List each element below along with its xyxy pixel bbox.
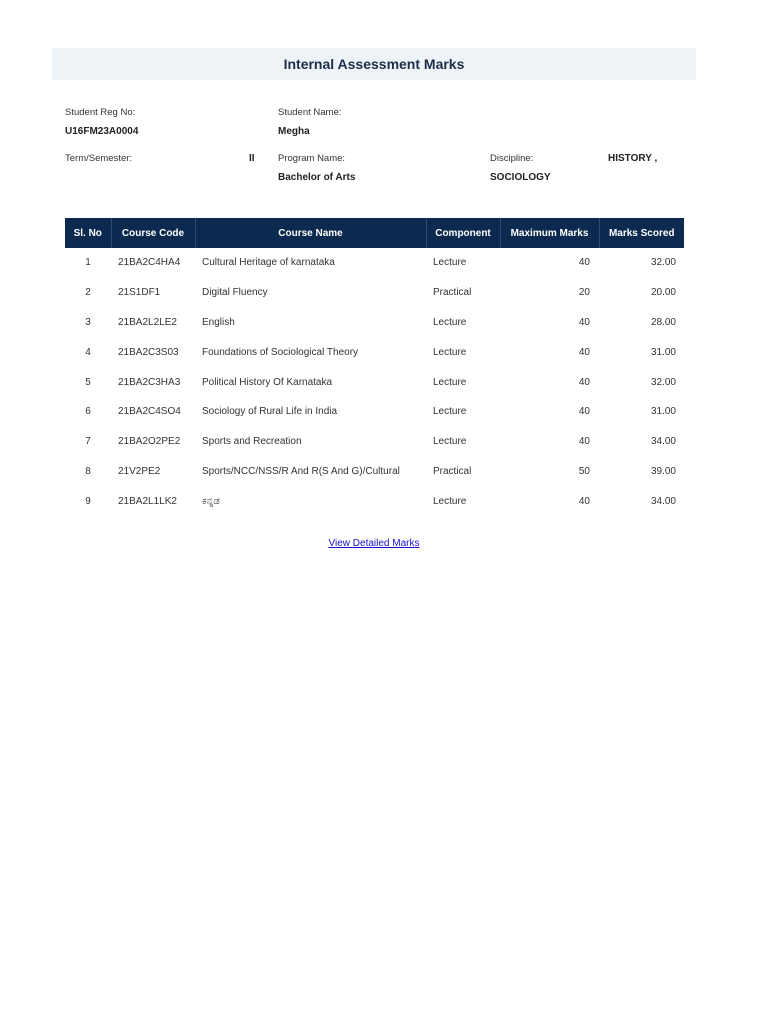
cell-sl-no: 8	[85, 465, 91, 477]
cell-course-name: Sports/NCC/NSS/R And R(S And G)/Cultural	[202, 465, 400, 477]
marks-table	[65, 218, 684, 516]
cell-course-code: 21S1DF1	[118, 287, 161, 299]
discipline-block	[490, 153, 551, 183]
table-header-row	[65, 218, 684, 248]
student-name-block	[278, 107, 341, 137]
header-course-code: Course Code	[111, 218, 195, 248]
header-sl-no: Sl. No	[65, 218, 111, 248]
cell-course-code: 21BA2O2PE2	[118, 436, 181, 448]
cell-component: Lecture	[433, 257, 467, 269]
cell-sl-no: 9	[85, 495, 91, 507]
program-label: Program Name:	[278, 153, 346, 164]
cell-course-code: 21BA2C3HA3	[118, 376, 181, 388]
cell-course-name: Cultural Heritage of karnataka	[202, 257, 335, 269]
table-row	[65, 486, 684, 516]
cell-course-code: 21BA2C4HA4	[118, 257, 181, 269]
cell-marks-scored: 32.00	[650, 257, 676, 269]
cell-sl-no: 7	[85, 436, 91, 448]
cell-sl-no: 6	[85, 406, 91, 418]
cell-course-name: Political History Of Karnataka	[202, 376, 333, 388]
cell-course-code: 21BA2C3S03	[118, 346, 179, 358]
title-bar	[52, 48, 696, 80]
table-row	[65, 248, 684, 278]
cell-marks-scored: 34.00	[650, 436, 676, 448]
cell-max-marks: 40	[578, 406, 590, 418]
term-label: Term/Semester:	[65, 153, 133, 164]
cell-component: Lecture	[433, 376, 467, 388]
reg-no-block	[65, 107, 138, 137]
cell-course-name: Sports and Recreation	[202, 436, 302, 448]
cell-component: Lecture	[433, 436, 467, 448]
cell-sl-no: 1	[85, 257, 91, 269]
discipline-value-line1: HISTORY ,	[608, 153, 658, 164]
cell-marks-scored: 34.00	[650, 495, 676, 507]
cell-course-code: 21BA2C4SO4	[118, 406, 181, 418]
cell-sl-no: 4	[85, 346, 91, 358]
cell-sl-no: 3	[85, 316, 91, 328]
cell-max-marks: 50	[578, 465, 590, 477]
view-detailed-marks-container	[0, 538, 748, 549]
cell-course-name: English	[202, 316, 235, 328]
cell-max-marks: 40	[578, 495, 590, 507]
reg-no-value: U16FM23A0004	[65, 126, 139, 137]
cell-marks-scored: 39.00	[650, 465, 676, 477]
cell-course-code: 21BA2L1LK2	[118, 495, 177, 507]
cell-max-marks: 40	[578, 376, 590, 388]
cell-course-name: Sociology of Rural Life in India	[202, 406, 338, 418]
page-title: Internal Assessment Marks	[283, 56, 465, 72]
discipline-value-block	[608, 153, 657, 164]
cell-max-marks: 40	[578, 316, 590, 328]
cell-sl-no: 2	[85, 287, 91, 299]
discipline-label: Discipline:	[490, 153, 534, 164]
cell-max-marks: 20	[578, 287, 590, 299]
table-row	[65, 337, 684, 367]
cell-course-code: 21BA2L2LE2	[118, 316, 177, 328]
program-value: Bachelor of Arts	[278, 172, 356, 183]
header-component: Component	[426, 218, 500, 248]
header-marks-scored: Marks Scored	[599, 218, 684, 248]
header-course-name: Course Name	[195, 218, 426, 248]
term-value-block	[249, 153, 255, 164]
table-row	[65, 278, 684, 308]
view-detailed-marks-link[interactable]: View Detailed Marks	[328, 538, 420, 549]
cell-course-name: Foundations of Sociological Theory	[202, 346, 359, 358]
table-row	[65, 457, 684, 487]
term-value: II	[249, 153, 255, 164]
discipline-value-line2: SOCIOLOGY	[490, 172, 551, 183]
student-name-value: Megha	[278, 126, 310, 137]
cell-marks-scored: 20.00	[650, 287, 676, 299]
cell-component: Lecture	[433, 406, 467, 418]
cell-marks-scored: 31.00	[650, 406, 676, 418]
cell-marks-scored: 31.00	[650, 346, 676, 358]
cell-max-marks: 40	[578, 346, 590, 358]
reg-no-label: Student Reg No:	[65, 107, 136, 118]
table-row	[65, 427, 684, 457]
table-row	[65, 367, 684, 397]
table-row	[65, 308, 684, 338]
cell-course-name: Digital Fluency	[202, 287, 268, 299]
cell-component: Practical	[433, 287, 472, 299]
cell-marks-scored: 28.00	[650, 316, 676, 328]
header-max-marks: Maximum Marks	[500, 218, 599, 248]
term-block	[65, 153, 132, 164]
cell-marks-scored: 32.00	[650, 376, 676, 388]
program-block	[278, 153, 355, 183]
table-row	[65, 397, 684, 427]
cell-course-code: 21V2PE2	[118, 465, 161, 477]
cell-component: Lecture	[433, 316, 467, 328]
cell-sl-no: 5	[85, 376, 91, 388]
cell-component: Lecture	[433, 495, 467, 507]
cell-max-marks: 40	[578, 436, 590, 448]
cell-max-marks: 40	[578, 257, 590, 269]
cell-component: Lecture	[433, 346, 467, 358]
cell-course-name: ಕನ್ನಡ	[202, 495, 220, 507]
cell-component: Practical	[433, 465, 472, 477]
student-name-label: Student Name:	[278, 107, 342, 118]
